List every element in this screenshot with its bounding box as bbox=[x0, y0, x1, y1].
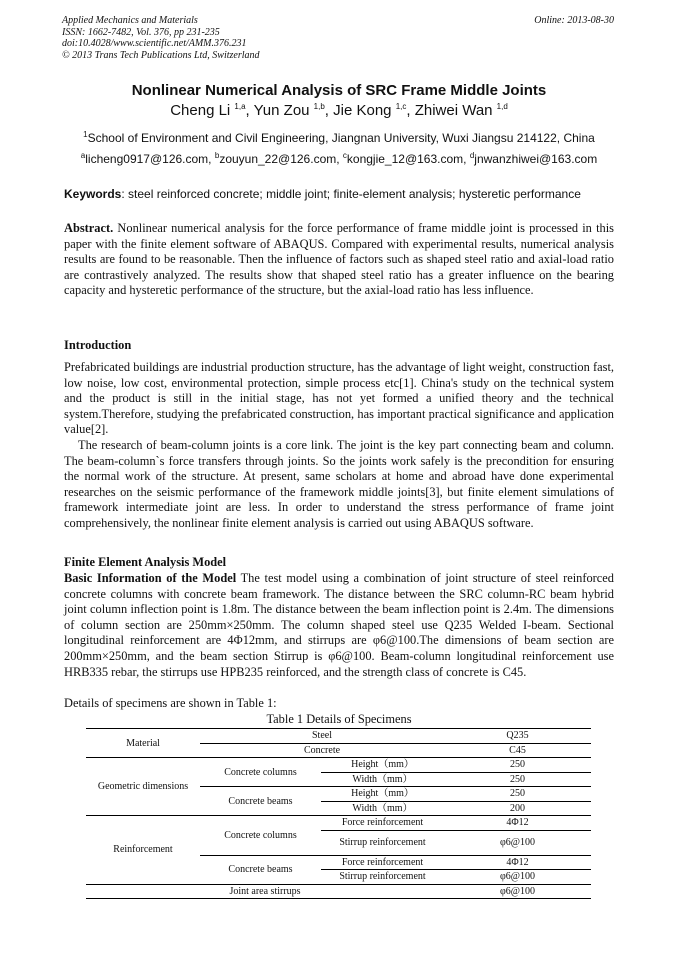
table-cell: φ6@100 bbox=[500, 837, 535, 848]
email-sup: d bbox=[469, 151, 475, 160]
table-cell: C45 bbox=[509, 744, 526, 756]
table-cell: 250 bbox=[444, 758, 591, 773]
introduction-paragraph-2: The research of beam-column joints is a core link. The joint is the key part connecting beam and column. The beam-column`s force transfers through joints. So the joints work safely is the precondition for ensuring the normal work of the structure. At present, same scholars at home and abroad have done experimental researches on the seismic performance of the framework middle joints[3], but finite element simulations of framework intermediate joint are less. In order to understand the stress performance of frame joint comprehensively, the nonlinear finite element analysis is carried out using ABAQUS software. bbox=[64, 438, 614, 530]
table-cell: Material bbox=[86, 729, 200, 758]
abstract-label: Abstract. bbox=[64, 221, 114, 235]
author-sup: 1,d bbox=[496, 102, 508, 111]
table-cell: Q235 bbox=[444, 729, 591, 744]
table-cell: Width（mm） bbox=[352, 773, 413, 785]
table-cell: Steel bbox=[200, 729, 444, 744]
details-line: Details of specimens are shown in Table 1: bbox=[64, 696, 277, 710]
issn-line: ISSN: 1662-7482, Vol. 376, pp 231-235 bbox=[62, 26, 220, 38]
introduction-paragraph-1: Prefabricated buildings are industrial production structure, has the advantage of light weight, construction fast, low noise, low cost, environmental protection, simple process etc[1]. China's study on the technical system and the product is still in the initial stage, has not yet formed a unified theory and the technical system.Therefore, studying the prefabricated construction, has important practical significance and application value[2]. bbox=[64, 360, 614, 437]
abstract bbox=[64, 221, 614, 299]
table-cell: Joint area stirrups bbox=[86, 884, 444, 899]
affiliation-sup: 1 bbox=[83, 130, 88, 139]
table-cell: φ6@100 bbox=[444, 884, 591, 899]
table-cell: 250 bbox=[444, 787, 591, 802]
copyright-line: © 2013 Trans Tech Publications Ltd, Switzerland bbox=[62, 49, 260, 61]
specimen-table bbox=[86, 728, 591, 899]
table-cell: 250 bbox=[510, 773, 525, 785]
table-cell: Concrete beams bbox=[200, 855, 321, 884]
fea-heading: Finite Element Analysis Model bbox=[64, 555, 227, 569]
table-cell: 4Φ12 bbox=[444, 855, 591, 870]
table-cell: Stirrup reinforcement bbox=[339, 837, 426, 848]
fea-subheading: Basic Information of the Model bbox=[64, 571, 237, 585]
email-address[interactable]: zouyun_22@126.com, bbox=[219, 152, 343, 166]
keywords bbox=[64, 187, 581, 201]
table-cell: Geometric dimensions bbox=[86, 758, 200, 816]
email-address[interactable]: licheng0917@126.com, bbox=[85, 152, 215, 166]
table-cell: Concrete bbox=[303, 744, 341, 756]
keywords-label: Keywords bbox=[64, 187, 122, 201]
table-cell: Concrete columns bbox=[200, 816, 321, 856]
introduction-heading: Introduction bbox=[64, 338, 132, 352]
table-row bbox=[86, 758, 591, 773]
email-list bbox=[0, 152, 678, 166]
author-sup: 1,a bbox=[234, 102, 246, 111]
journal-header bbox=[62, 15, 260, 61]
table-cell: Stirrup reinforcement bbox=[339, 871, 426, 883]
author-name: Yun Zou bbox=[253, 102, 314, 119]
email-address[interactable]: kongjie_12@163.com, bbox=[346, 152, 470, 166]
keywords-text: : steel reinforced concrete; middle joint; finite-element analysis; hysteretic performance bbox=[121, 187, 581, 201]
table-cell: Width（mm） bbox=[352, 802, 413, 814]
author-name: Zhiwei Wan bbox=[414, 102, 497, 119]
email-sup: b bbox=[214, 151, 220, 160]
fea-paragraph bbox=[64, 571, 614, 680]
author-list: Cheng Li $^{1,a}$, Yun Zou $^{1,b}$, Jie Kong $^{1,c}$, Zhiwei Wan $^{1,d}$ bbox=[170, 102, 508, 119]
table-cell: φ6@100 bbox=[500, 871, 535, 883]
table-cell: 4Φ12 bbox=[444, 816, 591, 831]
author-name: Jie Kong bbox=[333, 102, 396, 119]
email-sup: c bbox=[342, 151, 347, 160]
table-cell: Force reinforcement bbox=[321, 855, 444, 870]
author-sup: 1,c bbox=[395, 102, 407, 111]
email-sup: a bbox=[80, 151, 86, 160]
table-cell: Concrete beams bbox=[200, 787, 321, 816]
table-cell: Force reinforcement bbox=[321, 816, 444, 831]
paper-title: Nonlinear Numerical Analysis of SRC Frame Middle Joints bbox=[131, 82, 547, 99]
fea-text: The test model using a combination of joint structure of steel reinforced concrete columns with concrete beam framework. The distance between the SRC column-RC beam hybrid joint column inflection point is 1.8m. The distance between the beam inflection point is 2.4m. The dimensions of column section are 250mm×250mm. The column shaped steel use Q235 Welded I-beam. Sectional longitudinal reinforcement are 4Φ12mm, and stirrups are φ6@100.The dimensions of beam section are 200mm×250mm, and the beam section Stirrup is φ6@100. Beam-column longitudinal reinforcement use HRB335 rebar, the stirrups use HPB235 reinforced, and the strength class of concrete is C45. bbox=[64, 571, 614, 679]
table-cell: 200 bbox=[510, 802, 525, 814]
email-address[interactable]: jnwanzhiwei@163.com bbox=[474, 152, 598, 166]
affiliation bbox=[0, 131, 678, 145]
online-date: Online: 2013-08-30 bbox=[534, 15, 614, 26]
doi-line: doi:10.4028/www.scientific.net/AMM.376.231 bbox=[62, 38, 247, 49]
table-cell: Height（mm） bbox=[321, 787, 444, 802]
abstract-text: Nonlinear numerical analysis for the force performance of frame middle joint is processed in this paper with the finite element software of ABAQUS. Compared with experimental results, numerical analysis results are found to be reasonable. Then the influence of factors such as shaped steel ratio and axial-load ratio are contrastively analyzed. The results show that shaped steel ratio has a greater influence on the bearing capacity and hysteretic performance of the structure, but the axial-load ratio has less influence. bbox=[64, 221, 614, 298]
author-name: Cheng Li bbox=[170, 102, 235, 119]
affiliation-text: School of Environment and Civil Engineering, Jiangnan University, Wuxi Jiangsu 214122, China bbox=[87, 131, 595, 145]
author-sup: 1,b bbox=[313, 102, 325, 111]
journal-name: Applied Mechanics and Materials bbox=[62, 15, 198, 26]
table-row bbox=[86, 729, 591, 744]
table-cell: Reinforcement bbox=[86, 816, 200, 885]
table-caption: Table 1 Details of Specimens bbox=[266, 712, 412, 726]
table-cell: Concrete columns bbox=[200, 758, 321, 787]
table-row bbox=[86, 884, 591, 899]
table-row bbox=[86, 816, 591, 831]
table-cell: Height（mm） bbox=[321, 758, 444, 773]
